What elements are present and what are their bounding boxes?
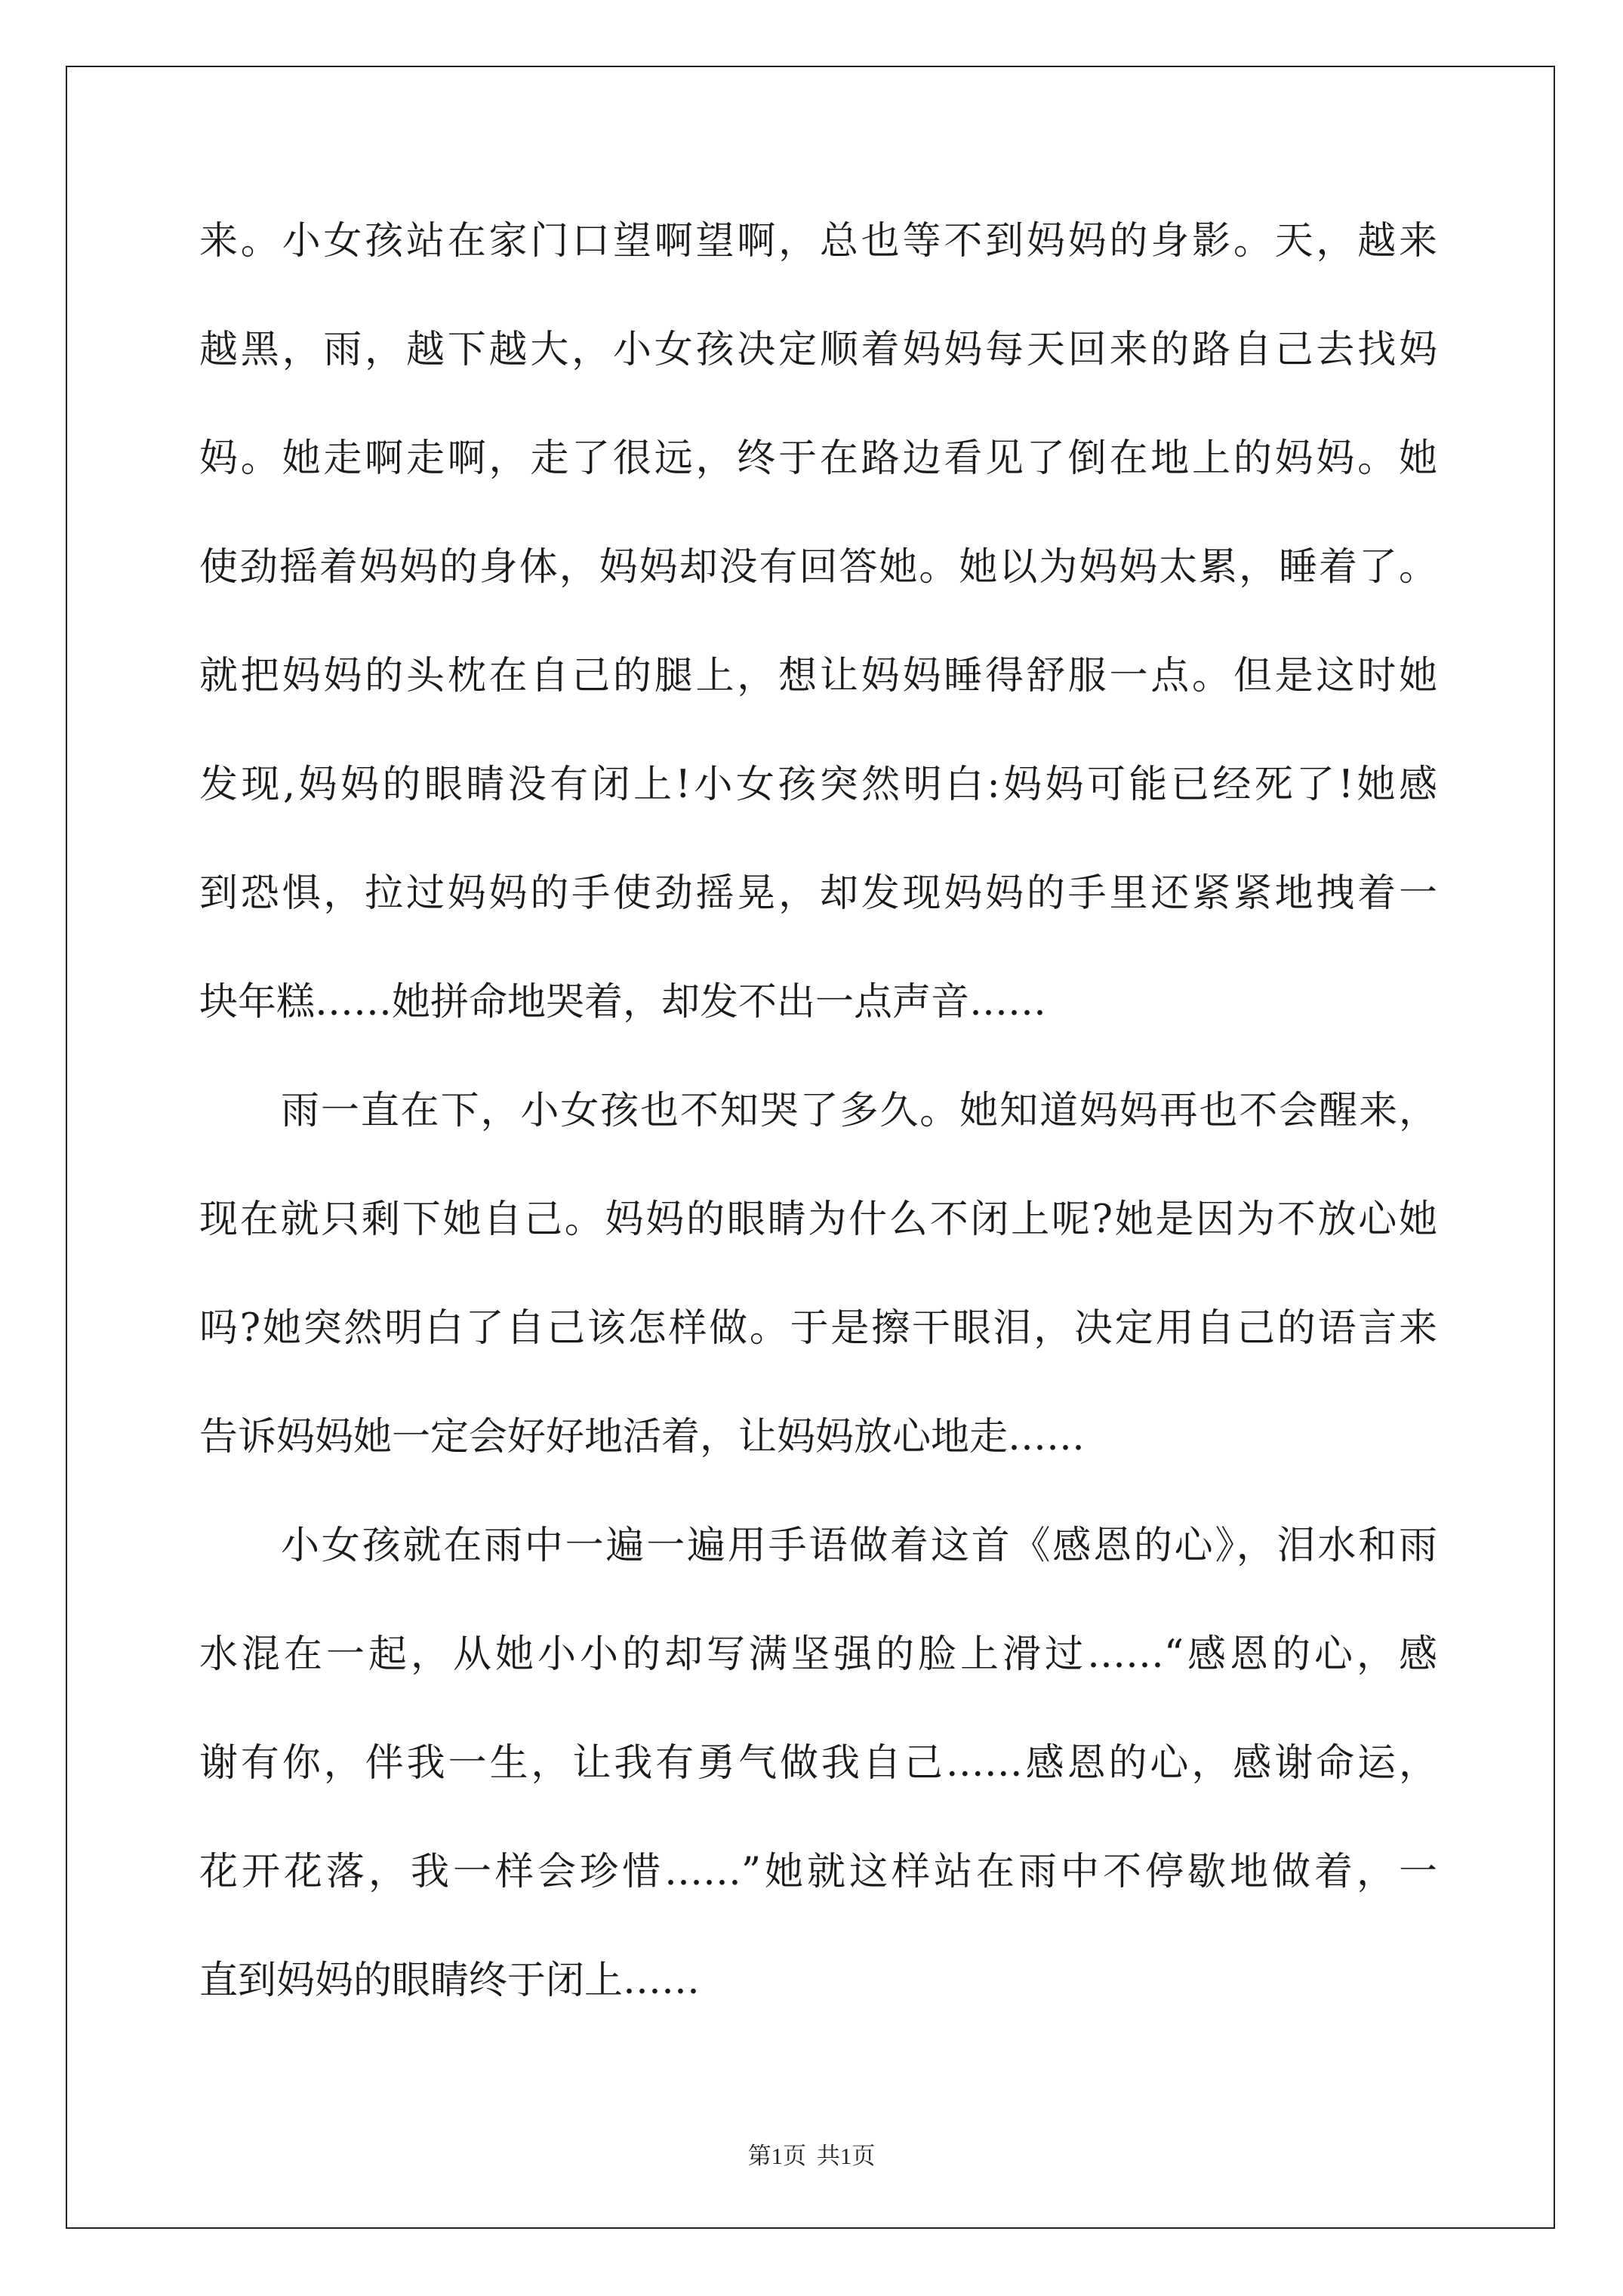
paragraph-first-line: 雨一直在下，小女孩也不知哭了多久。她知道妈妈再也不会醒来， [281, 1089, 1437, 1133]
text-line: 到恐惧，拉过妈妈的手使劲摇晃，却发现妈妈的手里还紧紧地拽着一 [199, 871, 1437, 916]
page-footer: 第1页 共1页 [747, 2143, 876, 2169]
text-line: 发现,妈妈的眼睛没有闭上!小女孩突然明白:妈妈可能已经死了!她感 [199, 763, 1437, 807]
text-line: 来。小女孩站在家门口望啊望啊，总也等不到妈妈的身影。天，越来 [199, 219, 1437, 264]
text-line: 直到妈妈的眼睛终于闭上…… [199, 1959, 701, 2003]
text-line: 吗?她突然明白了自己该怎样做。于是擦干眼泪，决定用自己的语言来 [199, 1306, 1437, 1351]
text-line: 块年糕……她拼命地哭着，却发不出一点声音…… [199, 980, 1047, 1025]
text-line: 妈。她走啊走啊，走了很远，终于在路边看见了倒在地上的妈妈。她 [199, 436, 1437, 481]
text-line: 就把妈妈的头枕在自己的腿上，想让妈妈睡得舒服一点。但是这时她 [199, 654, 1437, 698]
text-line: 水混在一起，从她小小的却写满坚强的脸上滑过……“感恩的心，感 [199, 1632, 1437, 1677]
text-line: 谢有你，伴我一生，让我有勇气做我自己……感恩的心，感谢命运， [199, 1741, 1437, 1786]
text-line: 越黑，雨，越下越大，小女孩决定顺着妈妈每天回来的路自己去找妈 [199, 328, 1437, 372]
paragraph-first-line: 小女孩就在雨中一遍一遍用手语做着这首《感恩的心》，泪水和雨 [281, 1524, 1437, 1568]
text-line: 使劲摇着妈妈的身体，妈妈却没有回答她。她以为妈妈太累，睡着了。 [199, 545, 1437, 590]
text-line: 现在就只剩下她自己。妈妈的眼睛为什么不闭上呢?她是因为不放心她 [199, 1197, 1437, 1242]
text-line: 花开花落，我一样会珍惜……”她就这样站在雨中不停歇地做着，一 [199, 1850, 1437, 1894]
text-line: 告诉妈妈她一定会好好地活着，让妈妈放心地走…… [199, 1415, 1086, 1459]
body-text [199, 214, 1437, 2063]
